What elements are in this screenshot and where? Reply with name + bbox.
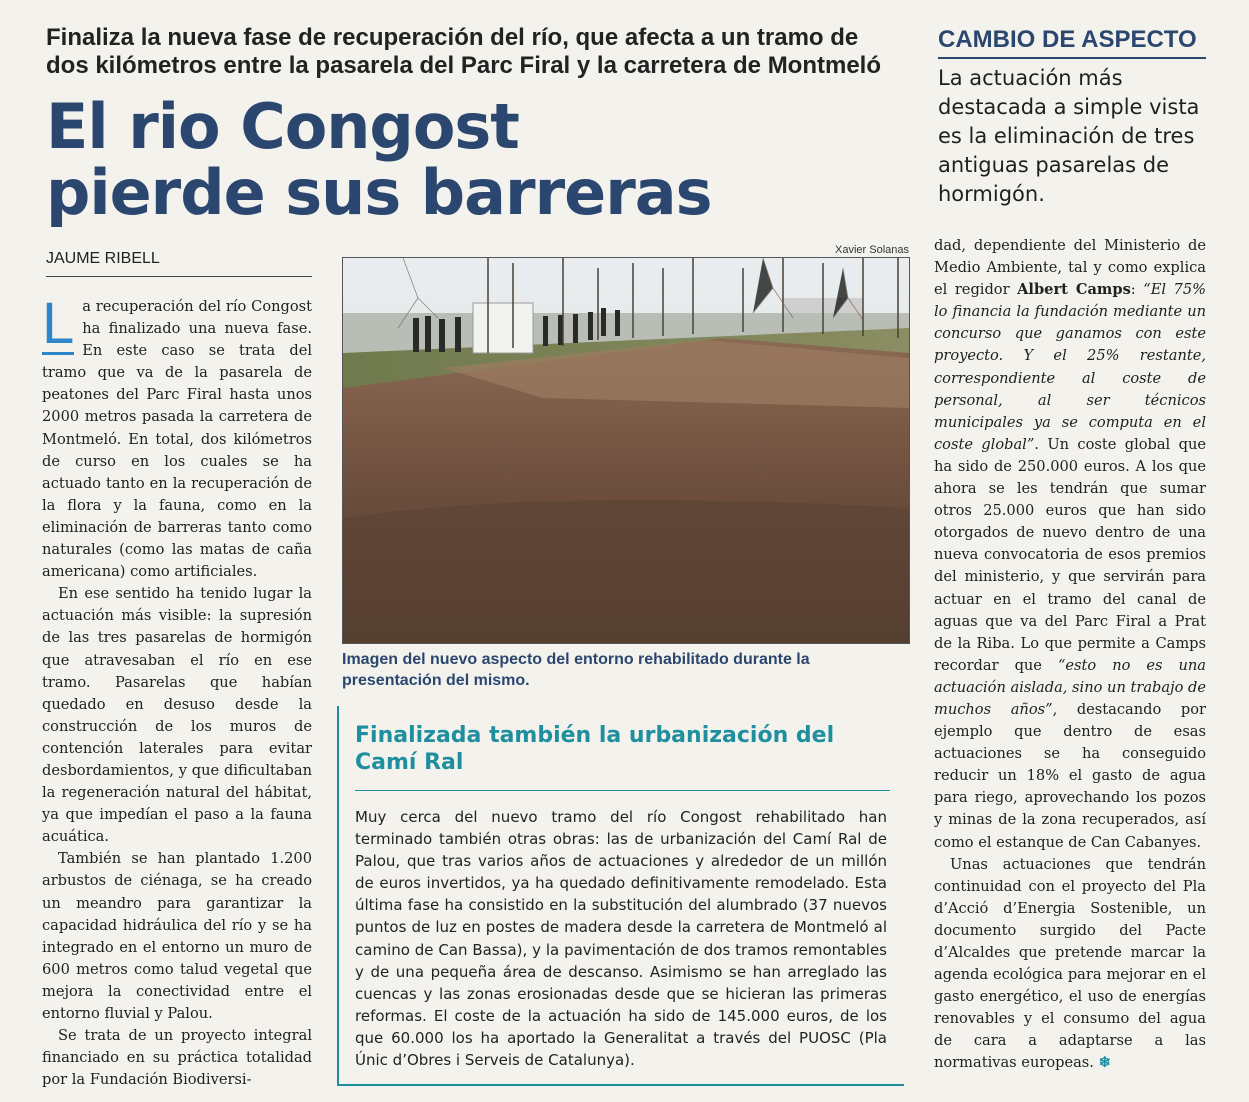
box-title: Finalizada también la urbanización del Camí Ral — [355, 722, 890, 791]
box-body: Muy cerca del nuevo tramo del río Congost rehabilitado han terminado también otras obras: las de urbanización del Camí Ral de Palou, que tras varios años de actuaciones y alrededor de un millón de euros invertidos, ya ha quedado definitivamente remodelado. Esta última fase ha consistido en la substitución del alumbrado (37 nuevos puntos de luz en postes de madera desde la carretera de Montmeló al camino de Can Bassa), y la pavimentación de dos tramos remontables y de una pequeña área de descanso. Asimismo se han arreglado las cuencas y las zonas erosionadas desde que se hicieran las primeras reformas. El coste de la actuación ha sido de 145.000 euros, de los que 60.000 los ha aportado la Generalitat a través del PUOSC (Pla Únic d’Obres i Serveis de Catalunya). — [355, 808, 887, 1070]
quote: “El 75% lo financia la fundación mediante un concurso que ganamos con este proyecto. Y el 25% restante, correspondiente al coste de personal, al ser técnicos municipales ya se computa en el coste global” — [934, 281, 1206, 453]
paragraph-text: dad, dependiente del Ministerio de Medio Ambiente, tal y como explica el regidor — [934, 237, 1206, 299]
sidebar-pullquote: La actuación más destacada a simple vista es la eliminación de tres antiguas pasarelas de hormigón. — [938, 66, 1200, 206]
paragraph-text: . Un coste global que ha sido de 250.000 euros. A los que ahora se les tendrán que sumar otros 25.000 euros que han sido otorgados de nuevo dentro de una nueva convocatoria de esos premios del ministerio, y que servirán para actuar en el tramo del canal de aguas que va del Parc Firal a Prat de la Riba. Lo que permite a Camps recordar que — [934, 435, 1206, 674]
paragraph-text: Unas actuaciones que tendrán continuidad con el proyecto del Pla d’Acció d’Energia Sostenible, un documento surgido del Pacte d’Alcaldes que pretende marcar la agenda ecológica para mejorar en el gasto energético, el uso de energías renovables y el consumo del agua de cara a adaptarse a las normativas europeas. — [934, 855, 1206, 1072]
article-headline: El rio Congost pierde sus barreras — [46, 90, 712, 229]
article-column-1 — [42, 291, 312, 1091]
photo-caption: Imagen del nuevo aspecto del entorno rehabilitado durante la presentación del mismo. — [342, 651, 810, 689]
person-name: Albert Camps — [1017, 281, 1131, 299]
article-column-3 — [934, 235, 1206, 1075]
paragraph: También se han plantado 1.200 arbustos de ciénaga, se ha creado un meandro para garantizar la capacidad hidráulica del río y se ha integrado en el entorno un muro de 600 metros como talud vegetal que mejora la conectividad entre el entorno fluvial y Palou. — [42, 850, 312, 1022]
riverbank-photo-illustration — [343, 258, 909, 643]
end-mark-icon: ❄ — [1098, 1054, 1111, 1072]
paragraph-text: : — [1130, 281, 1144, 299]
sidebar-title: CAMBIO DE ASPECTO — [938, 26, 1206, 59]
paragraph-text: , destacando por ejemplo que dentro de esas actuaciones se ha conseguido reducir un 18% el gasto de agua para riego, aprovechando los pozos y minas de la zona recuperados, así como el estanque de Can Cabanyes. — [934, 700, 1206, 851]
drop-cap: L — [42, 291, 75, 356]
paragraph: Se trata de un proyecto integral financiado en su práctica totalidad por la Fundación Biodiversi- — [42, 1027, 312, 1089]
photo-credit: Xavier Solanas — [835, 244, 909, 256]
paragraph: En ese sentido ha tenido lugar la actuación más visible: la supresión de las tres pasarelas de hormigón que atravesaban el río en ese tramo. Pasarelas que habían quedado en desuso desde la construcción de los muros de contención laterales para evitar desbordamientos, y que dificultaban la regeneración natural del hábitat, ya que impedían el paso a la fauna acuática. — [42, 585, 312, 846]
article-photo — [342, 257, 910, 644]
paragraph — [934, 854, 1206, 1075]
paragraph — [934, 235, 1206, 854]
byline: JAUME RIBELL — [46, 250, 312, 277]
quote: “esto no es una actuación aislada, sino un trabajo de muchos años” — [934, 656, 1206, 718]
article-subhead: Finaliza la nueva fase de recuperación del río, que afecta a un tramo de dos kilómetros entre la pasarela del Parc Firal y la carretera de Montmeló — [46, 24, 882, 79]
paragraph — [42, 291, 312, 583]
paragraph-text: a recuperación del río Congost ha finalizado una nueva fase. En este caso se trata del tramo que va de la pasarela de peatones del Parc Firal hasta unos 2000 metros pasada la carretera de Montmeló. En total, dos kilómetros de curso en los cuales se ha actuado tanto en la recuperación de la flora y la fauna, como en la eliminación de barreras tanto como naturales (como las matas de caña americana) como artificiales. — [42, 298, 312, 581]
